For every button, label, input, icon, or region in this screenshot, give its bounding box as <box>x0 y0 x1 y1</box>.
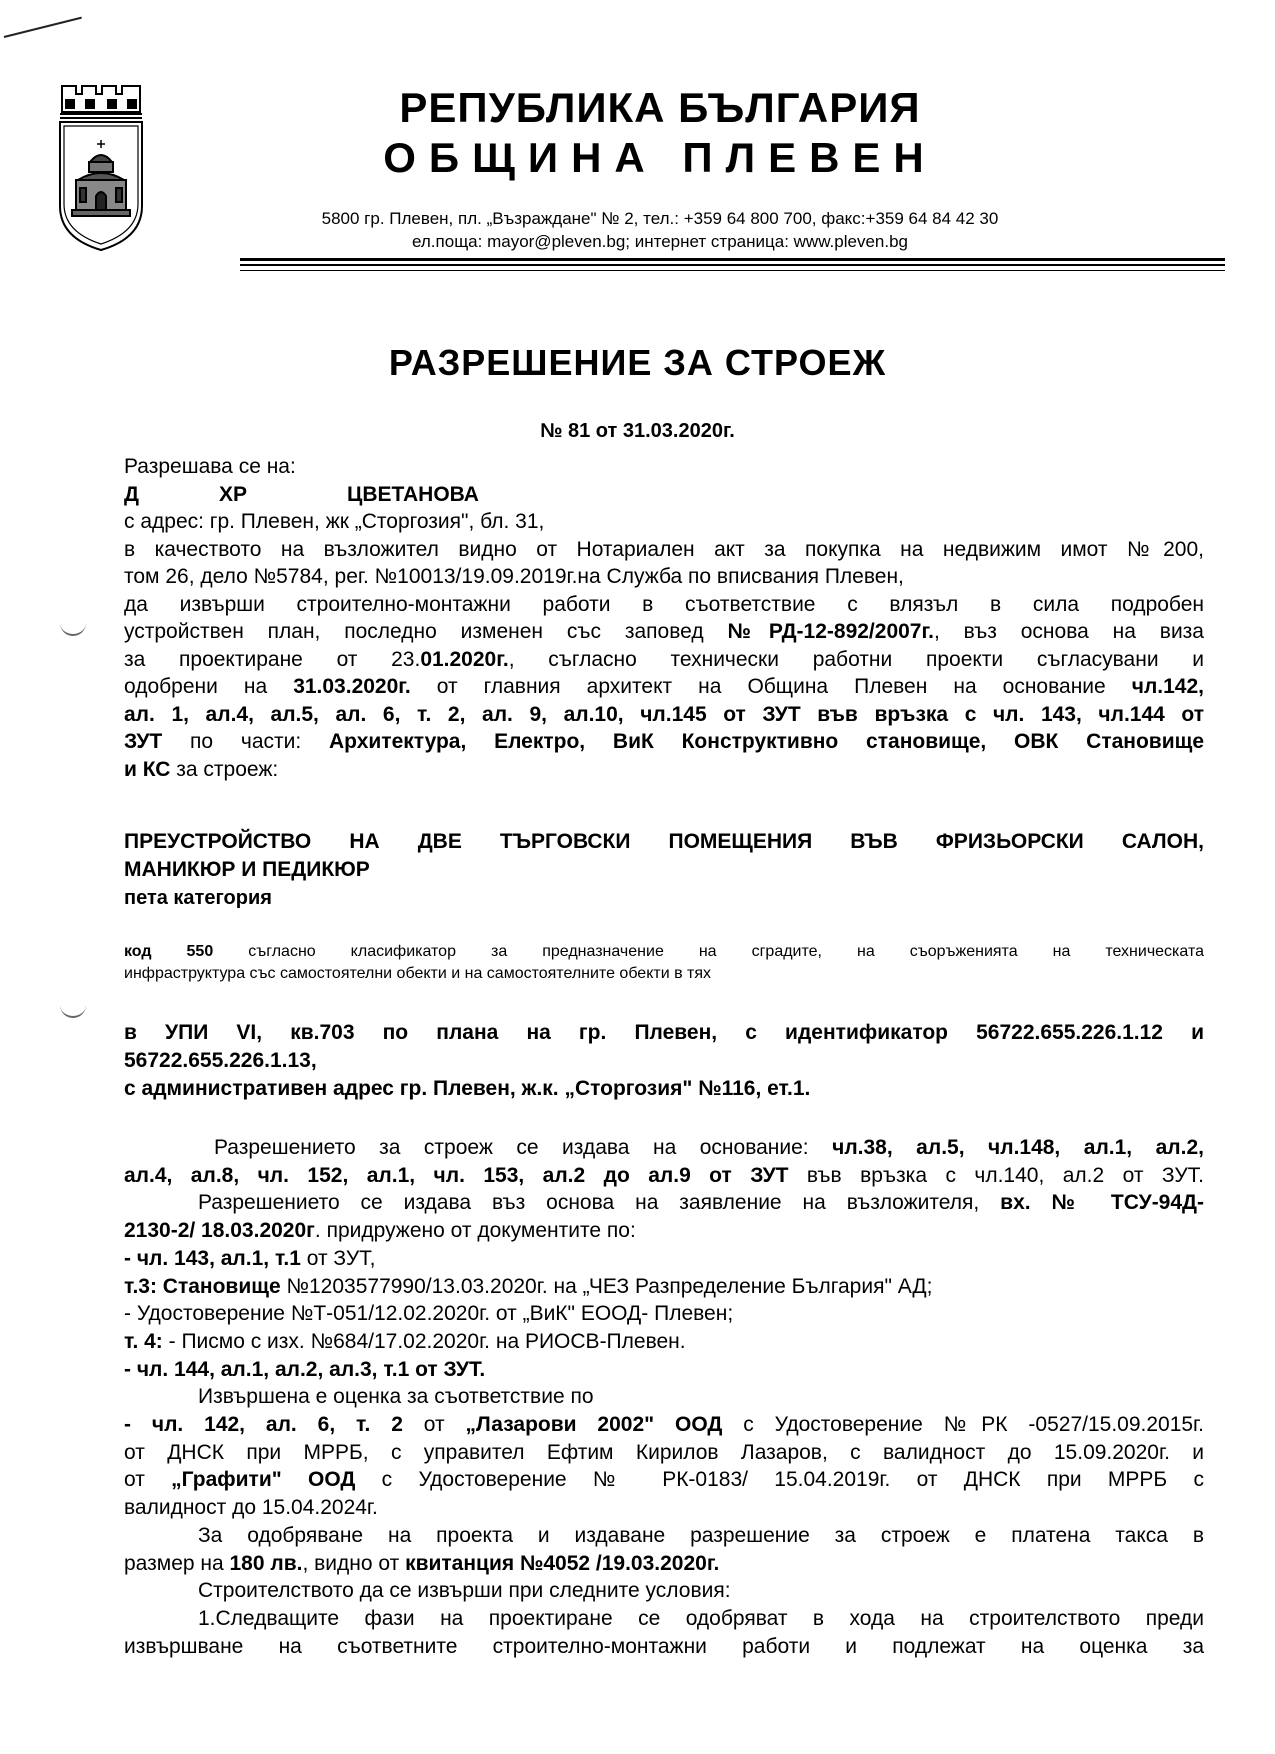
scope-line: за проектиране от 23.01.2020г., съгласно технически работни проекти съгласувани и <box>124 647 1204 671</box>
location-line: с административен адрес гр. Плевен, ж.к. „Сторгозия" №116, ет.1. <box>124 1077 811 1100</box>
header-divider <box>240 264 1225 266</box>
conditions-intro: Строителството да се извърши при следните условия: <box>198 1579 731 1603</box>
punch-hole-mark <box>60 620 86 636</box>
document-item: т. 4: - Писмо с изх. №684/17.02.2020г. на РИОСВ-Плевен. <box>124 1329 686 1353</box>
scope-line: одобрени на 31.03.2020г. от главния архитект на Община Плевен на основание чл.142, <box>124 675 1204 698</box>
header-title-municipality: ОБЩИНА ПЛЕВЕН <box>383 134 937 181</box>
holder-address: с адрес: гр. Плевен, жк „Сторгозия", бл. 31, <box>124 510 545 533</box>
conformity-line: от „Графити" ООД с Удостоверение № РК-0183/ 15.04.2019г. от ДНСК при МРРБ с <box>124 1468 1205 1492</box>
header-divider <box>240 258 1225 261</box>
object-title-line: ПРЕУСТРОЙСТВО НА ДВЕ ТЪРГОВСКИ ПОМЕЩЕНИЯ ВЪВ ФРИЗЬОРСКИ САЛОН, <box>124 830 1204 853</box>
document-item: - Удостоверение №Т-051/12.02.2020г. от „ВиК" ЕООД- Плевен; <box>124 1302 734 1326</box>
classification-code <box>124 941 1204 985</box>
conformity-intro: Извършена е оценка за съответствие по <box>198 1385 594 1409</box>
code-line: код 550 съгласно класификатор за предназначение на сградите, на съоръженията на техническата <box>124 943 1204 960</box>
holder-name: Д ХР ЦВЕТАНОВА <box>124 482 479 506</box>
scan-mark <box>4 17 82 38</box>
fee-line: размер на 180 лв., видно от квитанция №4052 /19.03.2020г. <box>124 1551 720 1575</box>
object-title <box>124 828 1204 912</box>
document-title: РАЗРЕШЕНИЕ ЗА СТРОЕЖ <box>388 342 887 383</box>
legal-basis-line: Разрешението за строеж се издава на основание: чл.38, ал.5, чл.148, ал.1, ал.2, <box>214 1136 1204 1159</box>
scope-line: устройствен план, последно изменен със заповед №РД-12-892/2007г., въз основа на виза <box>124 620 1204 643</box>
location-line: в УПИ VI, кв.703 по плана на гр. Плевен, с идентификатор 56722.655.226.1.12 и <box>124 1021 1204 1044</box>
holder-basis-line: том 26, дело №5784, рег. №10013/19.09.2019г.на Служба по вписвания Плевен, <box>124 565 904 588</box>
legal-basis-line: 2130-2/ 18.03.2020г. придружено от документите по: <box>124 1219 636 1243</box>
condition-line: 1.Следващите фази на проектиране се одобряват в хода на строителството преди <box>198 1606 1204 1630</box>
document-item: - чл. 144, ал.1, ал.2, ал.3, т.1 от ЗУТ. <box>124 1357 486 1381</box>
location-line: 56722.655.226.1.13, <box>124 1049 317 1072</box>
fee-line: За одобряване на проекта и издаване разрешение за строеж е платена такса в <box>198 1523 1204 1547</box>
location-block <box>124 1019 1204 1103</box>
legal-basis-line: Разрешението се издава въз основа на заявление на възложителя, вх. № ТСУ-94Д- <box>198 1191 1204 1215</box>
legal-basis-section <box>124 1134 1204 1660</box>
permit-section <box>124 453 1204 783</box>
punch-hole-mark <box>60 1002 86 1018</box>
conformity-line: от ДНСК при МРРБ, с управител Ефтим Кирилов Лазаров, с валидност до 15.09.2020г. и <box>124 1440 1204 1464</box>
conformity-line: - чл. 142, ал. 6, т. 2 от „Лазарови 2002" ООД с Удостоверение №РК -0527/15.09.2015г. <box>124 1413 1204 1437</box>
document-item: т.3: Становище №1203577990/13.03.2020г. на „ЧЕЗ Разпределение България" АД; <box>124 1274 933 1298</box>
holder-basis-line: в качеството на възложител видно от Нотариален акт за покупка на недвижим имот №200, <box>124 537 1204 561</box>
header-divider <box>240 270 1225 271</box>
condition-line: извършване на съответните строително-монтажни работи и подлежат на оценка за <box>124 1634 1204 1658</box>
permit-intro: Разрешава се на: <box>124 455 296 478</box>
conformity-line: валидност до 15.04.2024г. <box>124 1496 378 1520</box>
document-number: № 81 от 31.03.2020г. <box>540 420 735 442</box>
header-contacts: ел.поща: mayor@pleven.bg; интернет страница: www.pleven.bg <box>412 232 908 251</box>
header-address: 5800 гр. Плевен, пл. „Възраждане" № 2, тел.: +359 64 800 700, факс:+359 64 84 42 30 <box>321 209 999 228</box>
header-title-republic: РЕПУБЛИКА БЪЛГАРИЯ <box>399 84 921 131</box>
coat-of-arms-icon <box>56 76 146 254</box>
object-title-line: МАНИКЮР И ПЕДИКЮР <box>124 858 370 881</box>
scope-line: да извърши строително-монтажни работи в съответствие с влязъл в сила подробен <box>124 592 1204 616</box>
scope-line: ЗУТ по части: Архитектура, Електро, ВиК Конструктивно становище, ОВК Становище <box>124 730 1205 753</box>
legal-basis-line: ал.4, ал.8, чл. 152, ал.1, чл. 153, ал.2 до ал.9 от ЗУТ във връзка с чл.140, ал.2 от ЗУТ. <box>124 1163 1204 1187</box>
scope-line: ал. 1, ал.4, ал.5, ал. 6, т. 2, ал. 9, ал.10, чл.145 от ЗУТ във връзка с чл. 143, чл.144 от <box>124 702 1204 726</box>
scope-line: и КС за строеж: <box>124 757 279 781</box>
object-category: пета категория <box>124 887 272 909</box>
document-item: - чл. 143, ал.1, т.1 от ЗУТ, <box>124 1246 376 1270</box>
code-line: инфраструктура със самостоятелни обекти и на самостоятелните обекти в тях <box>124 965 712 982</box>
